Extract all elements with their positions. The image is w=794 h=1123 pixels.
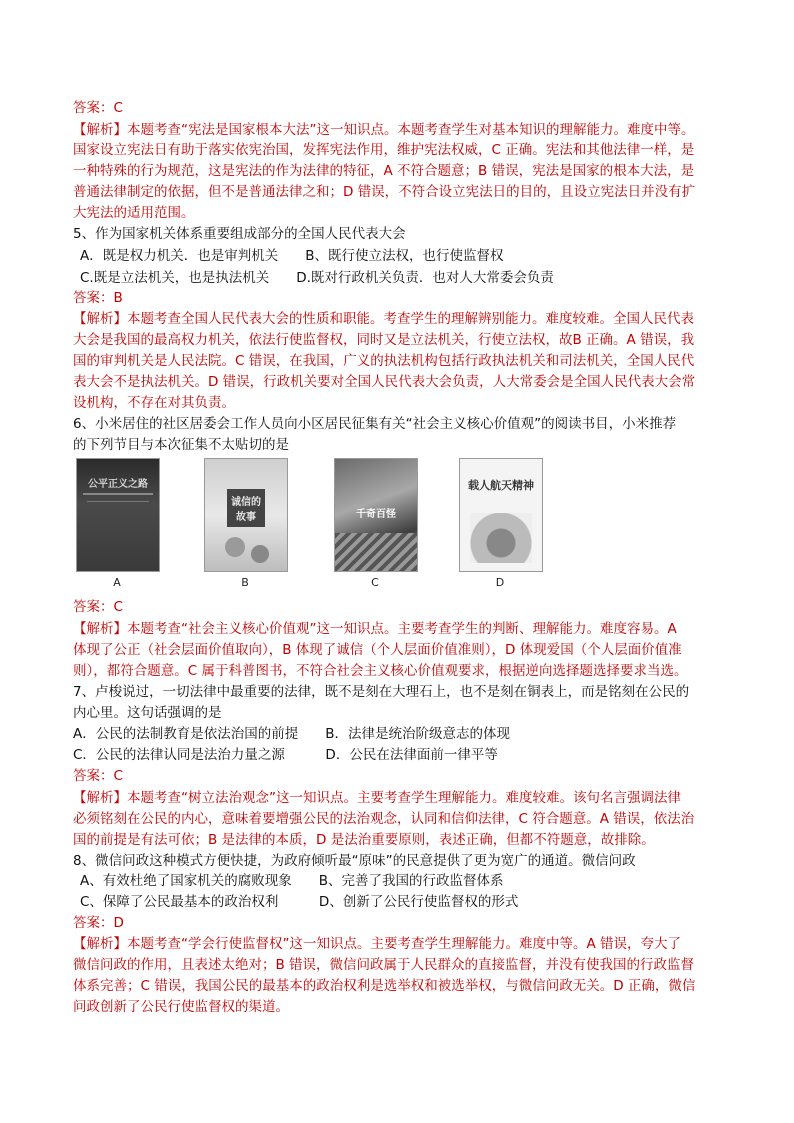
book-cover-title: 载人航天精神: [468, 479, 534, 492]
q5-answer: 答案：B: [73, 290, 123, 306]
q8-question: 8、微信问政这种模式方便快捷，为政府倾听最“原味”的民意提供了更为宽广的通道。微信问政: [73, 853, 636, 869]
q8-options-row: C、保障了公民最基本的政治权利 D、创新了公民行使监督权的形式: [80, 894, 519, 910]
book-cover-d: [459, 458, 543, 572]
q7-options-row: C．公民的法律认同是法治力量之源 D．公民在法律面前一律平等: [73, 747, 498, 763]
q8-answer: 答案：D: [73, 915, 124, 931]
q6-explanation-line: 体现了公正（社会层面价值取向），B 体现了诚信（个人层面价值准则），D 体现爱国（个人层面价值准: [73, 642, 682, 658]
q6-question-line: 的下列节目与本次征集不太贴切的是: [73, 437, 289, 453]
q5-options-row: C.既是立法机关，也是执法机关 D.既对行政机关负责．也对人大常委会负责: [80, 270, 554, 286]
book-cover-b: [204, 458, 288, 572]
q8-explanation-line: 微信问政的作用，且表述太绝对；B 错误，微信问政属于人民群众的直接监督，并没有使我国的行政监督: [73, 957, 695, 973]
book-cover-a: [76, 458, 160, 572]
book-cover-title: 千奇百怪: [356, 509, 396, 520]
q8-options-row: A、有效杜绝了国家机关的腐败现象 B、完善了我国的行政监督体系: [80, 873, 504, 889]
book-cover-c: [334, 458, 418, 572]
q7-explanation-line: 【解析】本题考查“树立法治观念”这一知识点。主要考查学生理解能力。难度较难。该句名言强调法律: [73, 790, 681, 806]
book-cover-label: A: [113, 576, 121, 589]
q5-explanation-line: 【解析】本题考查全国人民代表大会的性质和职能。考查学生的理解辨别能力。难度较难。全国人民代表: [73, 311, 694, 327]
q4-explanation-line: 【解析】本题考查“宪法是国家根本大法”这一知识点。本题考查学生对基本知识的理解能力。难度中等。: [73, 122, 695, 138]
book-cover-title: 公平正义之路: [88, 479, 148, 490]
q4-answer: 答案：C: [73, 100, 123, 116]
q5-explanation-line: 大会是我国的最高权力机关，依法行使监督权，同时又是立法机关，行使立法权，故B 正确。A 错误，我: [73, 332, 695, 348]
q5-question: 5、作为国家机关体系重要组成部分的全国人民代表大会: [73, 226, 406, 242]
q7-question-line: 7、卢梭说过，一切法律中最重要的法律，既不是刻在大理石上，也不是刻在铜表上，而是铭刻在公民的: [73, 684, 690, 700]
book-cover-title: 诚信的故事: [227, 489, 265, 527]
q8-explanation-line: 问政创新了公民行使监督权的渠道。: [73, 999, 289, 1015]
q8-explanation-line: 体系完善；C 错误，我国公民的最基本的政治权利是选举权和被选举权，与微信问政无关。D 正确，微信: [73, 978, 696, 994]
q5-explanation-line: 表大会不是执法机关。D 错误，行政机关要对全国人民代表大会负责，人大常委会是全国人民代表大会常: [73, 374, 696, 390]
q6-explanation-line: 【解析】本题考查“社会主义核心价值观”这一知识点。主要考查学生的判断、理解能力。难度容易。A: [73, 621, 677, 637]
book-cover-label: C: [371, 576, 379, 589]
q4-explanation-line: 普通法律制定的依据，但不是普通法律之和；D 错误，不符合设立宪法日的目的，且设立宪法日并没有扩: [73, 184, 696, 200]
q7-explanation-line: 必须铭刻在公民的内心，意味着要增强公民的法治观念，认同和信仰法律，C 符合题意。A 错误，依法治: [73, 811, 695, 827]
q5-explanation-line: 设机构，不存在对其负责。: [73, 395, 235, 411]
book-cover-label: D: [495, 576, 505, 589]
q7-explanation-line: 国的前提是有法可依；B 是法律的本质，D 是法治重要原则，表述正确，但都不符题意，故排除。: [73, 832, 655, 848]
q8-explanation-line: 【解析】本题考查“学会行使监督权”这一知识点。主要考查学生理解能力。难度中等。A 错误，夸大了: [73, 936, 682, 952]
q4-explanation-line: 大宪法的适用范围。: [73, 205, 195, 221]
q7-question-line: 内心里。这句话强调的是: [73, 705, 222, 721]
q6-question-line: 6、小米居住的社区居委会工作人员向小区居民征集有关“社会主义核心价值观”的阅读书目，小米推荐: [73, 416, 677, 432]
q7-options-row: A．公民的法制教育是依法治国的前提 B．法律是统治阶级意志的体现: [73, 726, 510, 742]
q7-answer: 答案：C: [73, 768, 123, 784]
q4-explanation-line: 国家设立宪法日有助于落实依宪治国，发挥宪法作用，维护宪法权威，C 正确。宪法和其他法律一样，是: [73, 142, 695, 158]
book-cover-label: B: [241, 576, 249, 589]
q6-explanation-line: 则），都符合题意。C 属于科普图书，不符合社会主义核心价值观要求，根据逆向选择题选择要求当选。: [73, 663, 688, 679]
q4-explanation-line: 一种特殊的行为规范，这是宪法的作为法律的特征，A 不符合题意；B 错误，宪法是国家的根本大法，是: [73, 163, 695, 179]
q5-options-row: A．既是权力机关．也是审判机关 B、既行使立法权，也行使监督权: [80, 248, 504, 264]
q5-explanation-line: 国的审判机关是人民法院。C 错误，在我国，广义的执法机构包括行政执法机关和司法机关，全国人民代: [73, 353, 695, 369]
q6-answer: 答案：C: [73, 599, 123, 615]
